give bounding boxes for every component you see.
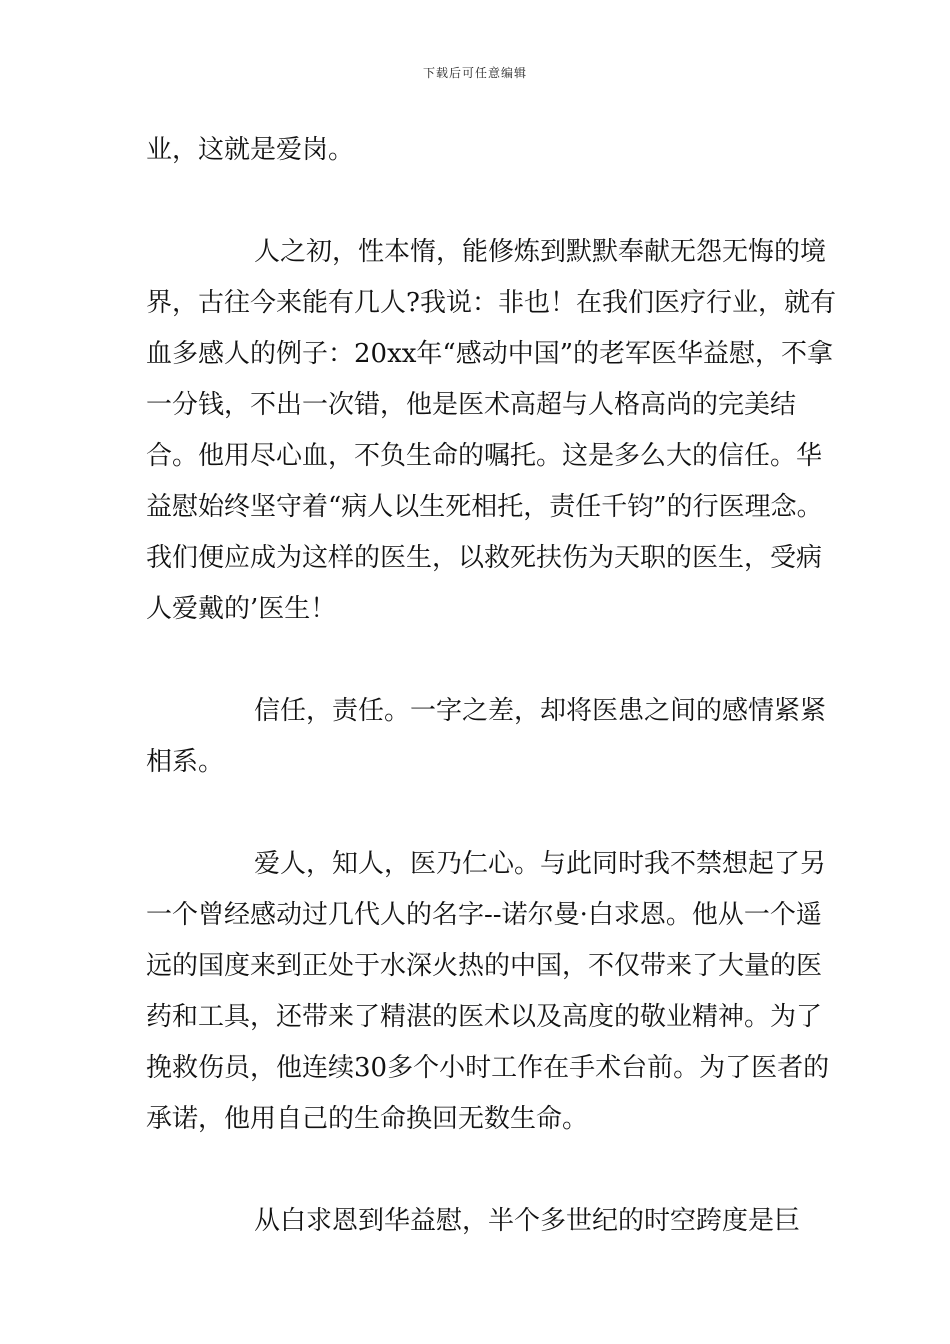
paragraph: 人之初，性本惰，能修炼到默默奉献无怨无悔的境界，古往今来能有几人?我说：非也！在我们医疗行业，就有血多感人的例子：20xx年“感动中国”的老军医华益慰，不拿一分钱，不出一次错，他是医术高超与人格高尚的完美结合。他用尽心血，不负生命的嘱托。这是多么大的信任。华益慰始终坚守着“病人以生死相托，责任千钧”的行医理念。我们便应成为这样的医生，以救死扶伤为天职的医生，受病人爱戴的’医生！ (146, 237, 836, 624)
paragraph: 从白求恩到华益慰，半个多世纪的时空跨度是巨 (254, 1206, 801, 1236)
paragraph: 信任，责任。一字之差，却将医患之间的感情紧紧相系。 (146, 696, 827, 777)
paragraph: 业，这就是爱岗。 (146, 135, 355, 165)
paragraph: 爱人，知人，医乃仁心。与此同时我不禁想起了另一个曾经感动过几代人的名字--诺尔曼·白求恩。他从一个遥远的国度来到正处于水深火热的中国，不仅带来了大量的医药和工具，还带来了精湛的医术以及高度的敬业精神。为了挽救伤员，他连续30多个小时工作在手术台前。为了医者的承诺，他用自己的生命换回无数生命。 (146, 849, 830, 1134)
document-body (146, 125, 836, 1247)
page-header: 下载后可任意编辑 (422, 66, 527, 80)
